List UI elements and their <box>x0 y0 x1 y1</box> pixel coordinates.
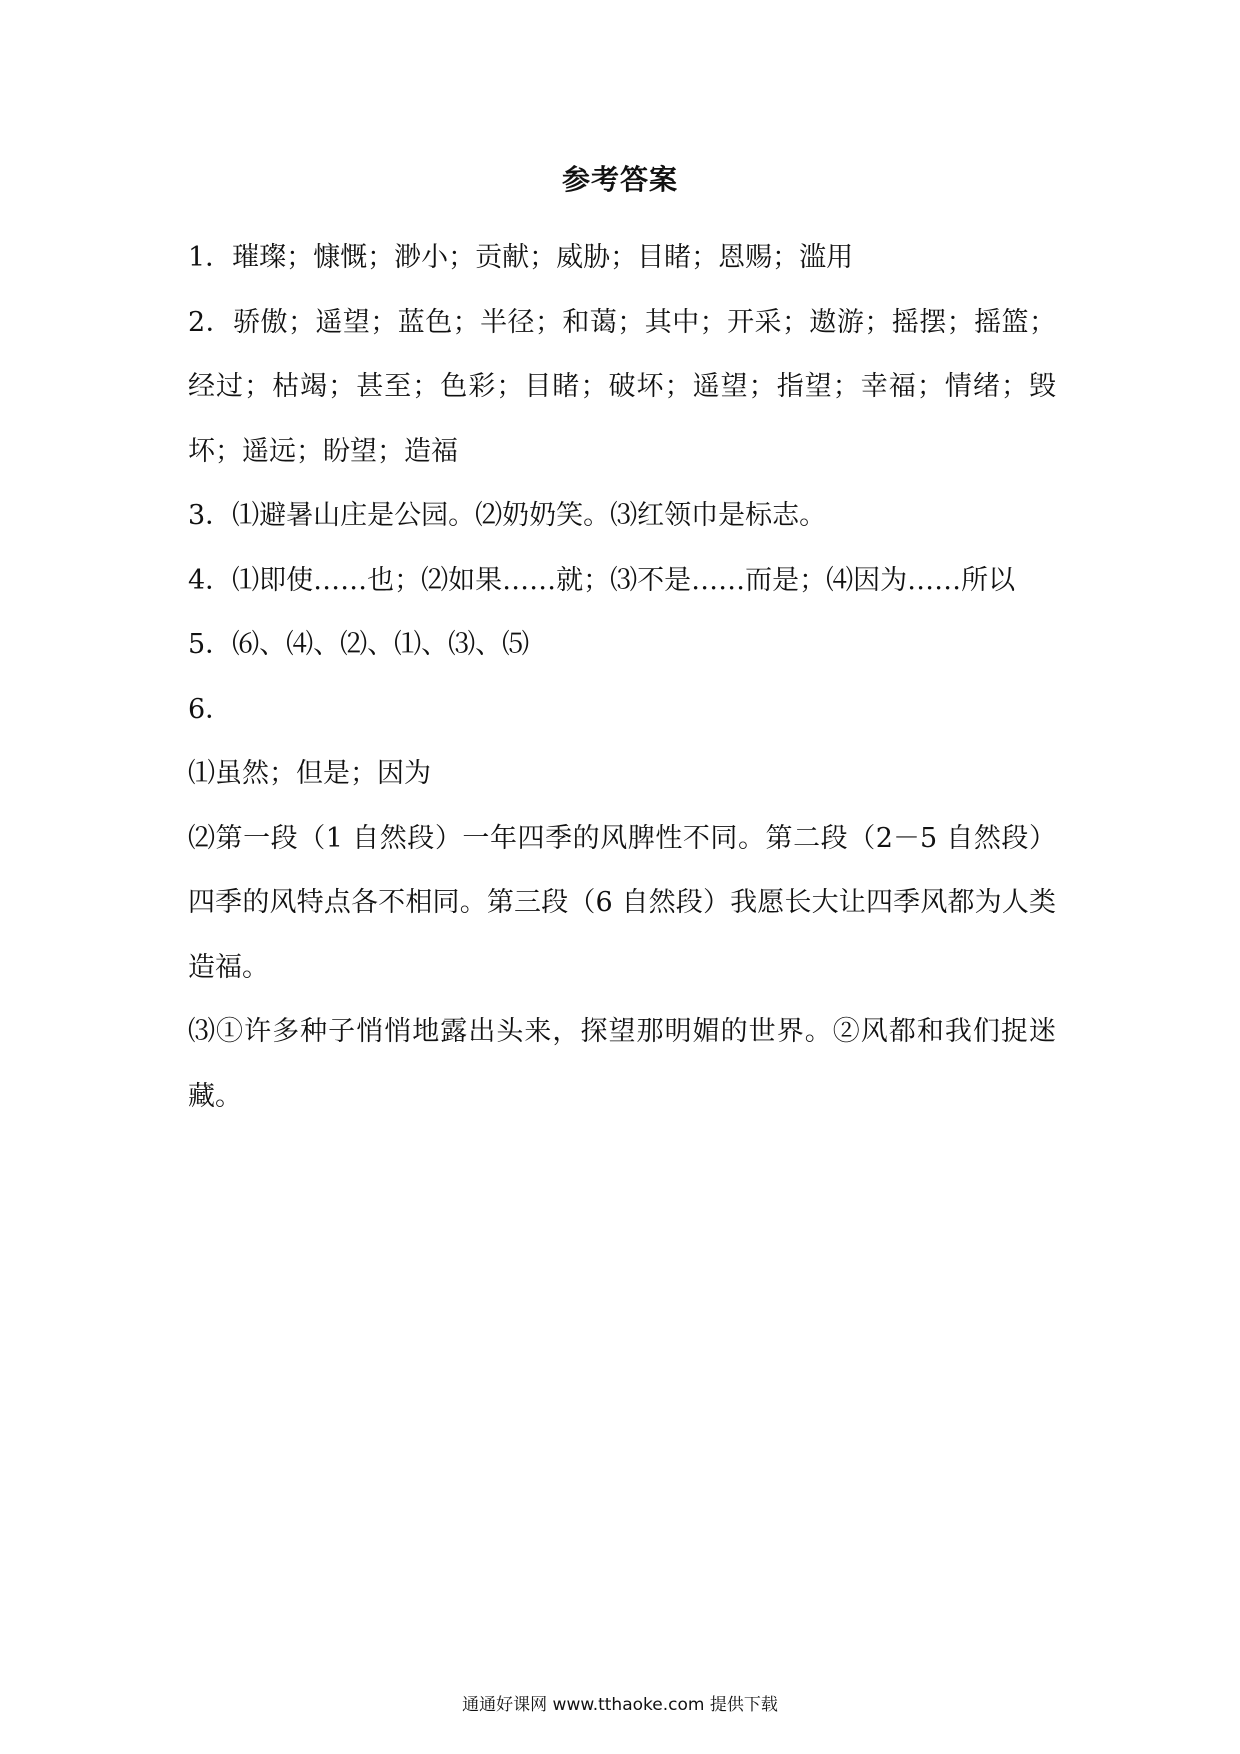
answer-item-6-part-1: ⑴虽然；但是；因为 <box>188 758 431 789</box>
answer-item-3: 3．⑴避暑山庄是公园。⑵奶奶笑。⑶红领巾是标志。 <box>188 500 827 531</box>
answer-list <box>188 226 1056 1129</box>
answer-item-2: 2．骄傲；遥望；蓝色；半径；和蔼；其中；开采；遨游；摇摆；摇篮；经过；枯竭；甚至；色彩；目睹；破坏；遥望；指望；幸福；情绪；毁坏；遥远；盼望；造福 <box>188 306 1056 467</box>
page-title: 参考答案 <box>561 163 678 196</box>
answer-item-6-part-3: ⑶①许多种子悄悄地露出头来，探望那明媚的世界。②风都和我们捉迷藏。 <box>188 1016 1056 1112</box>
answer-item-1: 1．璀璨；慷慨；渺小；贡献；威胁；目睹；恩赐；滥用 <box>188 242 854 273</box>
answer-item-6-part-2: ⑵第一段（1 自然段）一年四季的风脾性不同。第二段（2－5 自然段）四季的风特点各不相同。第三段（6 自然段）我愿长大让四季风都为人类造福。 <box>188 822 1056 983</box>
answer-item-5: 5．⑹、⑷、⑵、⑴、⑶、⑸ <box>188 629 530 660</box>
footer-credit: 通通好课网 www.tthaoke.com 提供下载 <box>462 1695 778 1715</box>
answer-item-6: 6． <box>188 693 233 725</box>
answer-item-4: 4．⑴即使……也；⑵如果……就；⑶不是……而是；⑷因为……所以 <box>188 564 1016 596</box>
